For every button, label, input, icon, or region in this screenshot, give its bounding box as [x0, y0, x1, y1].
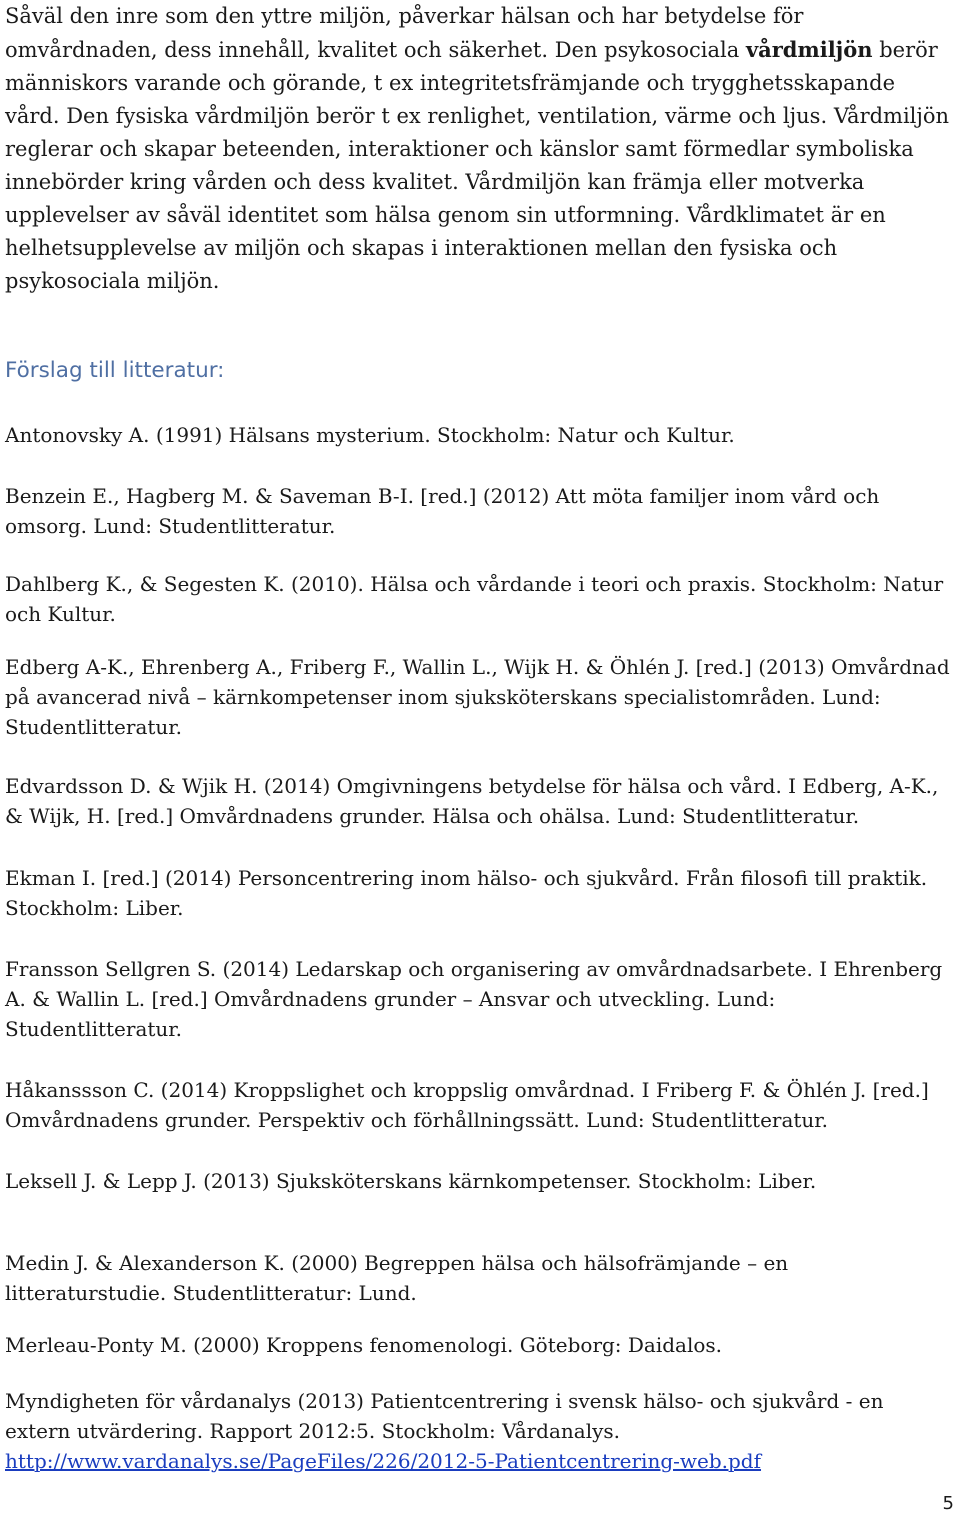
reference-item: Edberg A-K., Ehrenberg A., Friberg F., Wallin L., Wijk H. & Öhlén J. [red.] (2013) Omvårdnad på avancerad nivå – kärnkompetenser inom sjuksköterskans specialistområden. Lund: Studentlitteratur. [5, 655, 950, 739]
reference-item: Edvardsson D. & Wjik H. (2014) Omgivningens betydelse för hälsa och vård. I Edberg, A-K., & Wijk, H. [red.] Omvårdnadens grunder. Hälsa och ohälsa. Lund: Studentlitteratur. [5, 774, 939, 828]
intro-text-part1: Såväl den inre som den yttre miljön, påverkar hälsan och har betydelse för omvårdnaden, dess innehåll, kvalitet och säkerhet. Den psykosociala [5, 4, 804, 62]
reference-item: Merleau-Ponty M. (2000) Kroppens fenomenologi. Göteborg: Daidalos. [5, 1333, 723, 1357]
reference-item: Fransson Sellgren S. (2014) Ledarskap och organisering av omvårdnadsarbete. I Ehrenberg A. & Wallin L. [red.] Omvårdnadens grunder – Ansvar och utveckling. Lund: Studentlitteratur. [5, 957, 943, 1041]
document-page [5, 0, 955, 1473]
intro-text-part2: berör människors varande och görande, t ex integritetsfrämjande och trygghetsskapande vård. Den fysiska vårdmiljön berör t ex renlighet, ventilation, värme och ljus. Vårdmiljön reglerar och skapar beteenden, interaktioner och känslor samt förmedlar symboliska innebörder kring vården och dess kvalitet. Vårdmiljön kan främja eller motverka upplevelser av såväl identitet som hälsa genom sin utformning. Vårdklimatet är en helhetsupplevelse av miljön och skapas i interaktionen mellan den fysiska och psykosociala miljön. [5, 38, 950, 293]
reference-text: Myndigheten för vårdanalys (2013) Patientcentrering i svensk hälso- och sjukvård - en extern utvärdering. Rapport 2012:5. Stockholm: Vårdanalys. [5, 1389, 884, 1443]
section-heading: Förslag till litteratur: [5, 358, 225, 383]
reference-item: Benzein E., Hagberg M. & Saveman B-I. [red.] (2012) Att möta familjer inom vård och omsorg. Lund: Studentlitteratur. [5, 484, 880, 538]
reference-item [5, 1386, 955, 1476]
reference-item: Håkanssson C. (2014) Kroppslighet och kroppslig omvårdnad. I Friberg F. & Öhlén J. [red.] Omvårdnadens grunder. Perspektiv och förhållningssätt. Lund: Studentlitteratur. [5, 1078, 929, 1132]
reference-item: Ekman I. [red.] (2014) Personcentrering inom hälso- och sjukvård. Från filosofi till praktik. Stockholm: Liber. [5, 866, 928, 920]
intro-paragraph [5, 0, 955, 298]
page-number: 5 [942, 1493, 954, 1514]
reference-item: Dahlberg K., & Segesten K. (2010). Hälsa och vårdande i teori och praxis. Stockholm: Natur och Kultur. [5, 572, 944, 626]
reference-link[interactable]: http://www.vardanalys.se/PageFiles/226/2012-5-Patientcentrering-web.pdf [5, 1449, 762, 1473]
reference-item: Antonovsky A. (1991) Hälsans mysterium. Stockholm: Natur och Kultur. [5, 423, 735, 447]
intro-bold-term: vårdmiljön [745, 37, 873, 62]
reference-item: Medin J. & Alexanderson K. (2000) Begreppen hälsa och hälsofrämjande – en litteraturstudie. Studentlitteratur: Lund. [5, 1251, 789, 1305]
reference-item: Leksell J. & Lepp J. (2013) Sjuksköterskans kärnkompetenser. Stockholm: Liber. [5, 1169, 817, 1193]
